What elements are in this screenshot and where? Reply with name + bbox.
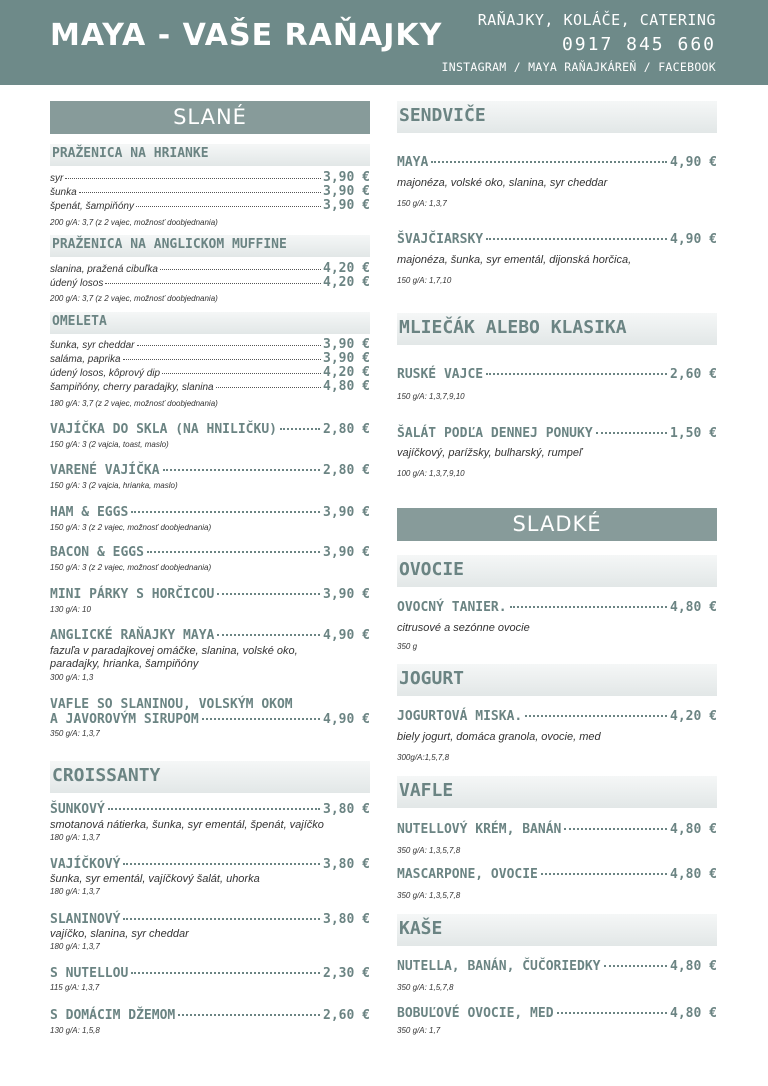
section-title-sendvice: SENDVIČE [397, 101, 717, 133]
section-title-croissanty: CROISSANTY [50, 761, 370, 793]
allergen-note: 200 g/A: 3,7 (z 2 vajec, možnosť doobjednania) [50, 294, 218, 303]
menu-item: MINI PÁRKY S HORČICOU 3,90 € [50, 587, 370, 602]
menu-item: slanina, pražená cibuľka 4,20 € [50, 261, 370, 276]
item-description: vajíčko, slanina, syr cheddar [50, 928, 189, 940]
menu-item: ŠVAJČIARSKY 4,90 € [397, 232, 717, 247]
menu-item: šampiňóny, cherry paradajky, slanina 4,80 € [50, 379, 370, 394]
menu-item: šunka, syr cheddar 3,90 € [50, 337, 370, 352]
item-description: smotanová nátierka, šunka, syr ementál, špenát, vajíčko [50, 819, 324, 831]
menu-item: šunka 3,90 € [50, 184, 370, 199]
allergen-note: 350 g/A: 1,3,7 [50, 729, 100, 738]
allergen-note: 180 g/A: 1,3,7 [50, 833, 100, 842]
allergen-note: 150 g/A: 3 (z 2 vajec, možnosť doobjednania) [50, 563, 212, 572]
menu-item: S DOMÁCIM DŽEMOM 2,60 € [50, 1008, 370, 1023]
menu-item: ŠALÁT PODĽA DENNEJ PONUKY 1,50 € [397, 426, 717, 441]
allergen-note: 300 g/A: 1,3 [50, 673, 94, 682]
menu-item: VARENÉ VAJÍČKA 2,80 € [50, 463, 370, 478]
allergen-note: 150 g/A: 3 (2 vajcia, toast, maslo) [50, 440, 169, 449]
allergen-note: 200 g/A: 3,7 (z 2 vajec, možnosť doobjednania) [50, 218, 218, 227]
menu-item: A JAVOROVÝM SIRUPOM 4,90 € [50, 712, 370, 727]
section-title-kase: KAŠE [397, 914, 717, 946]
subsection-omeleta: OMELETA [50, 312, 370, 334]
menu-item: JOGURTOVÁ MISKA. 4,20 € [397, 709, 717, 724]
allergen-note: 150 g/A: 3 (z 2 vajec, možnosť doobjednania) [50, 523, 212, 532]
menu-item: ŠUNKOVÝ 3,80 € [50, 802, 370, 817]
section-title-mliecak: MLIEČÁK ALEBO KLASIKA [397, 313, 717, 345]
menu-item: NUTELLOVÝ KRÉM, BANÁN 4,80 € [397, 822, 717, 837]
item-description: vajíčkový, parížsky, bulharský, rumpeľ [397, 447, 583, 459]
menu-item: MAYA 4,90 € [397, 155, 717, 170]
menu-item: NUTELLA, BANÁN, ČUČORIEDKY 4,80 € [397, 959, 717, 974]
allergen-note: 350 g [397, 642, 418, 651]
menu-item: MASCARPONE, OVOCIE 4,80 € [397, 867, 717, 882]
allergen-note: 350 g/A: 1,3,5,7,8 [397, 846, 461, 855]
allergen-note: 150 g/A: 1,7,10 [397, 276, 452, 285]
item-description: majonéza, šunka, syr ementál, dijonská horčica, [397, 254, 632, 266]
section-title-ovocie: OVOCIE [397, 555, 717, 587]
section-title-jogurt: JOGURT [397, 664, 717, 696]
menu-item: S NUTELLOU 2,30 € [50, 966, 370, 981]
allergen-note: 115 g/A: 1,3,7 [50, 983, 100, 992]
item-description: citrusové a sezónne ovocie [397, 622, 530, 634]
subsection-prazenica-hrianka: PRAŽENICA NA HRIANKE [50, 144, 370, 166]
allergen-note: 300g/A:1,5,7,8 [397, 753, 450, 762]
allergen-note: 130 g/A: 10 [50, 605, 91, 614]
allergen-note: 130 g/A: 1,5,8 [50, 1026, 100, 1035]
menu-item: ANGLICKÉ RAŇAJKY MAYA 4,90 € [50, 628, 370, 643]
allergen-note: 180 g/A: 1,3,7 [50, 942, 100, 951]
menu-item: saláma, paprika 3,90 € [50, 351, 370, 366]
allergen-note: 350 g/A: 1,5,7,8 [397, 983, 454, 992]
menu-item: VAJÍČKA DO SKLA (NA HNILIČKU) 2,80 € [50, 422, 370, 437]
item-description: majonéza, volské oko, slanina, syr cheddar [397, 177, 608, 189]
menu-item: VAJÍČKOVÝ 3,80 € [50, 857, 370, 872]
item-description: šunka, syr ementál, vajíčkový šalát, uhorka [50, 873, 260, 885]
header-banner [0, 0, 768, 85]
item-description: paradajky, hrianka, šampiňóny [50, 658, 199, 670]
restaurant-title: MAYA - VAŠE RAŇAJKY [50, 18, 443, 53]
allergen-note: 350 g/A: 1,7 [397, 1026, 441, 1035]
allergen-note: 350 g/A: 1,3,5,7,8 [397, 891, 461, 900]
allergen-note: 100 g/A: 1,3,7,9,10 [397, 469, 465, 478]
section-title-sladke: SLADKÉ [397, 508, 717, 541]
menu-item: syr 3,90 € [50, 170, 370, 185]
phone-number[interactable]: 0917 845 660 [561, 34, 716, 55]
item-description: biely jogurt, domáca granola, ovocie, med [397, 731, 601, 743]
tagline: RAŇAJKY, KOLÁČE, CATERING [477, 11, 716, 29]
social-links[interactable]: INSTAGRAM / MAYA RAŇAJKÁREŇ / FACEBOOK [441, 60, 716, 74]
subsection-prazenica-muffin: PRAŽENICA NA ANGLICKOM MUFFINE [50, 235, 370, 257]
allergen-note: 150 g/A: 3 (2 vajcia, hrianka, maslo) [50, 481, 178, 490]
menu-item: HAM & EGGS 3,90 € [50, 505, 370, 520]
menu-item: špenát, šampiňóny 3,90 € [50, 198, 370, 213]
item-description: fazuľa v paradajkovej omáčke, slanina, volské oko, [50, 645, 298, 657]
menu-item: údený losos 4,20 € [50, 275, 370, 290]
menu-item-name: VAFLE SO SLANINOU, VOLSKÝM OKOM [50, 697, 293, 712]
menu-item: údený losos, kôprový dip 4,20 € [50, 365, 370, 380]
menu-item: BACON & EGGS 3,90 € [50, 545, 370, 560]
section-title-slane: SLANÉ [50, 101, 370, 134]
allergen-note: 180 g/A: 3,7 (z 2 vajec, možnosť doobjednania) [50, 399, 218, 408]
menu-item: OVOCNÝ TANIER. 4,80 € [397, 600, 717, 615]
menu-item: BOBUĽOVÉ OVOCIE, MED 4,80 € [397, 1006, 717, 1021]
menu-item: RUSKÉ VAJCE 2,60 € [397, 367, 717, 382]
menu-item: SLANINOVÝ 3,80 € [50, 912, 370, 927]
section-title-vafle: VAFLE [397, 776, 717, 808]
allergen-note: 150 g/A: 1,3,7 [397, 199, 447, 208]
allergen-note: 150 g/A: 1,3,7,9,10 [397, 392, 465, 401]
allergen-note: 180 g/A: 1,3,7 [50, 887, 100, 896]
